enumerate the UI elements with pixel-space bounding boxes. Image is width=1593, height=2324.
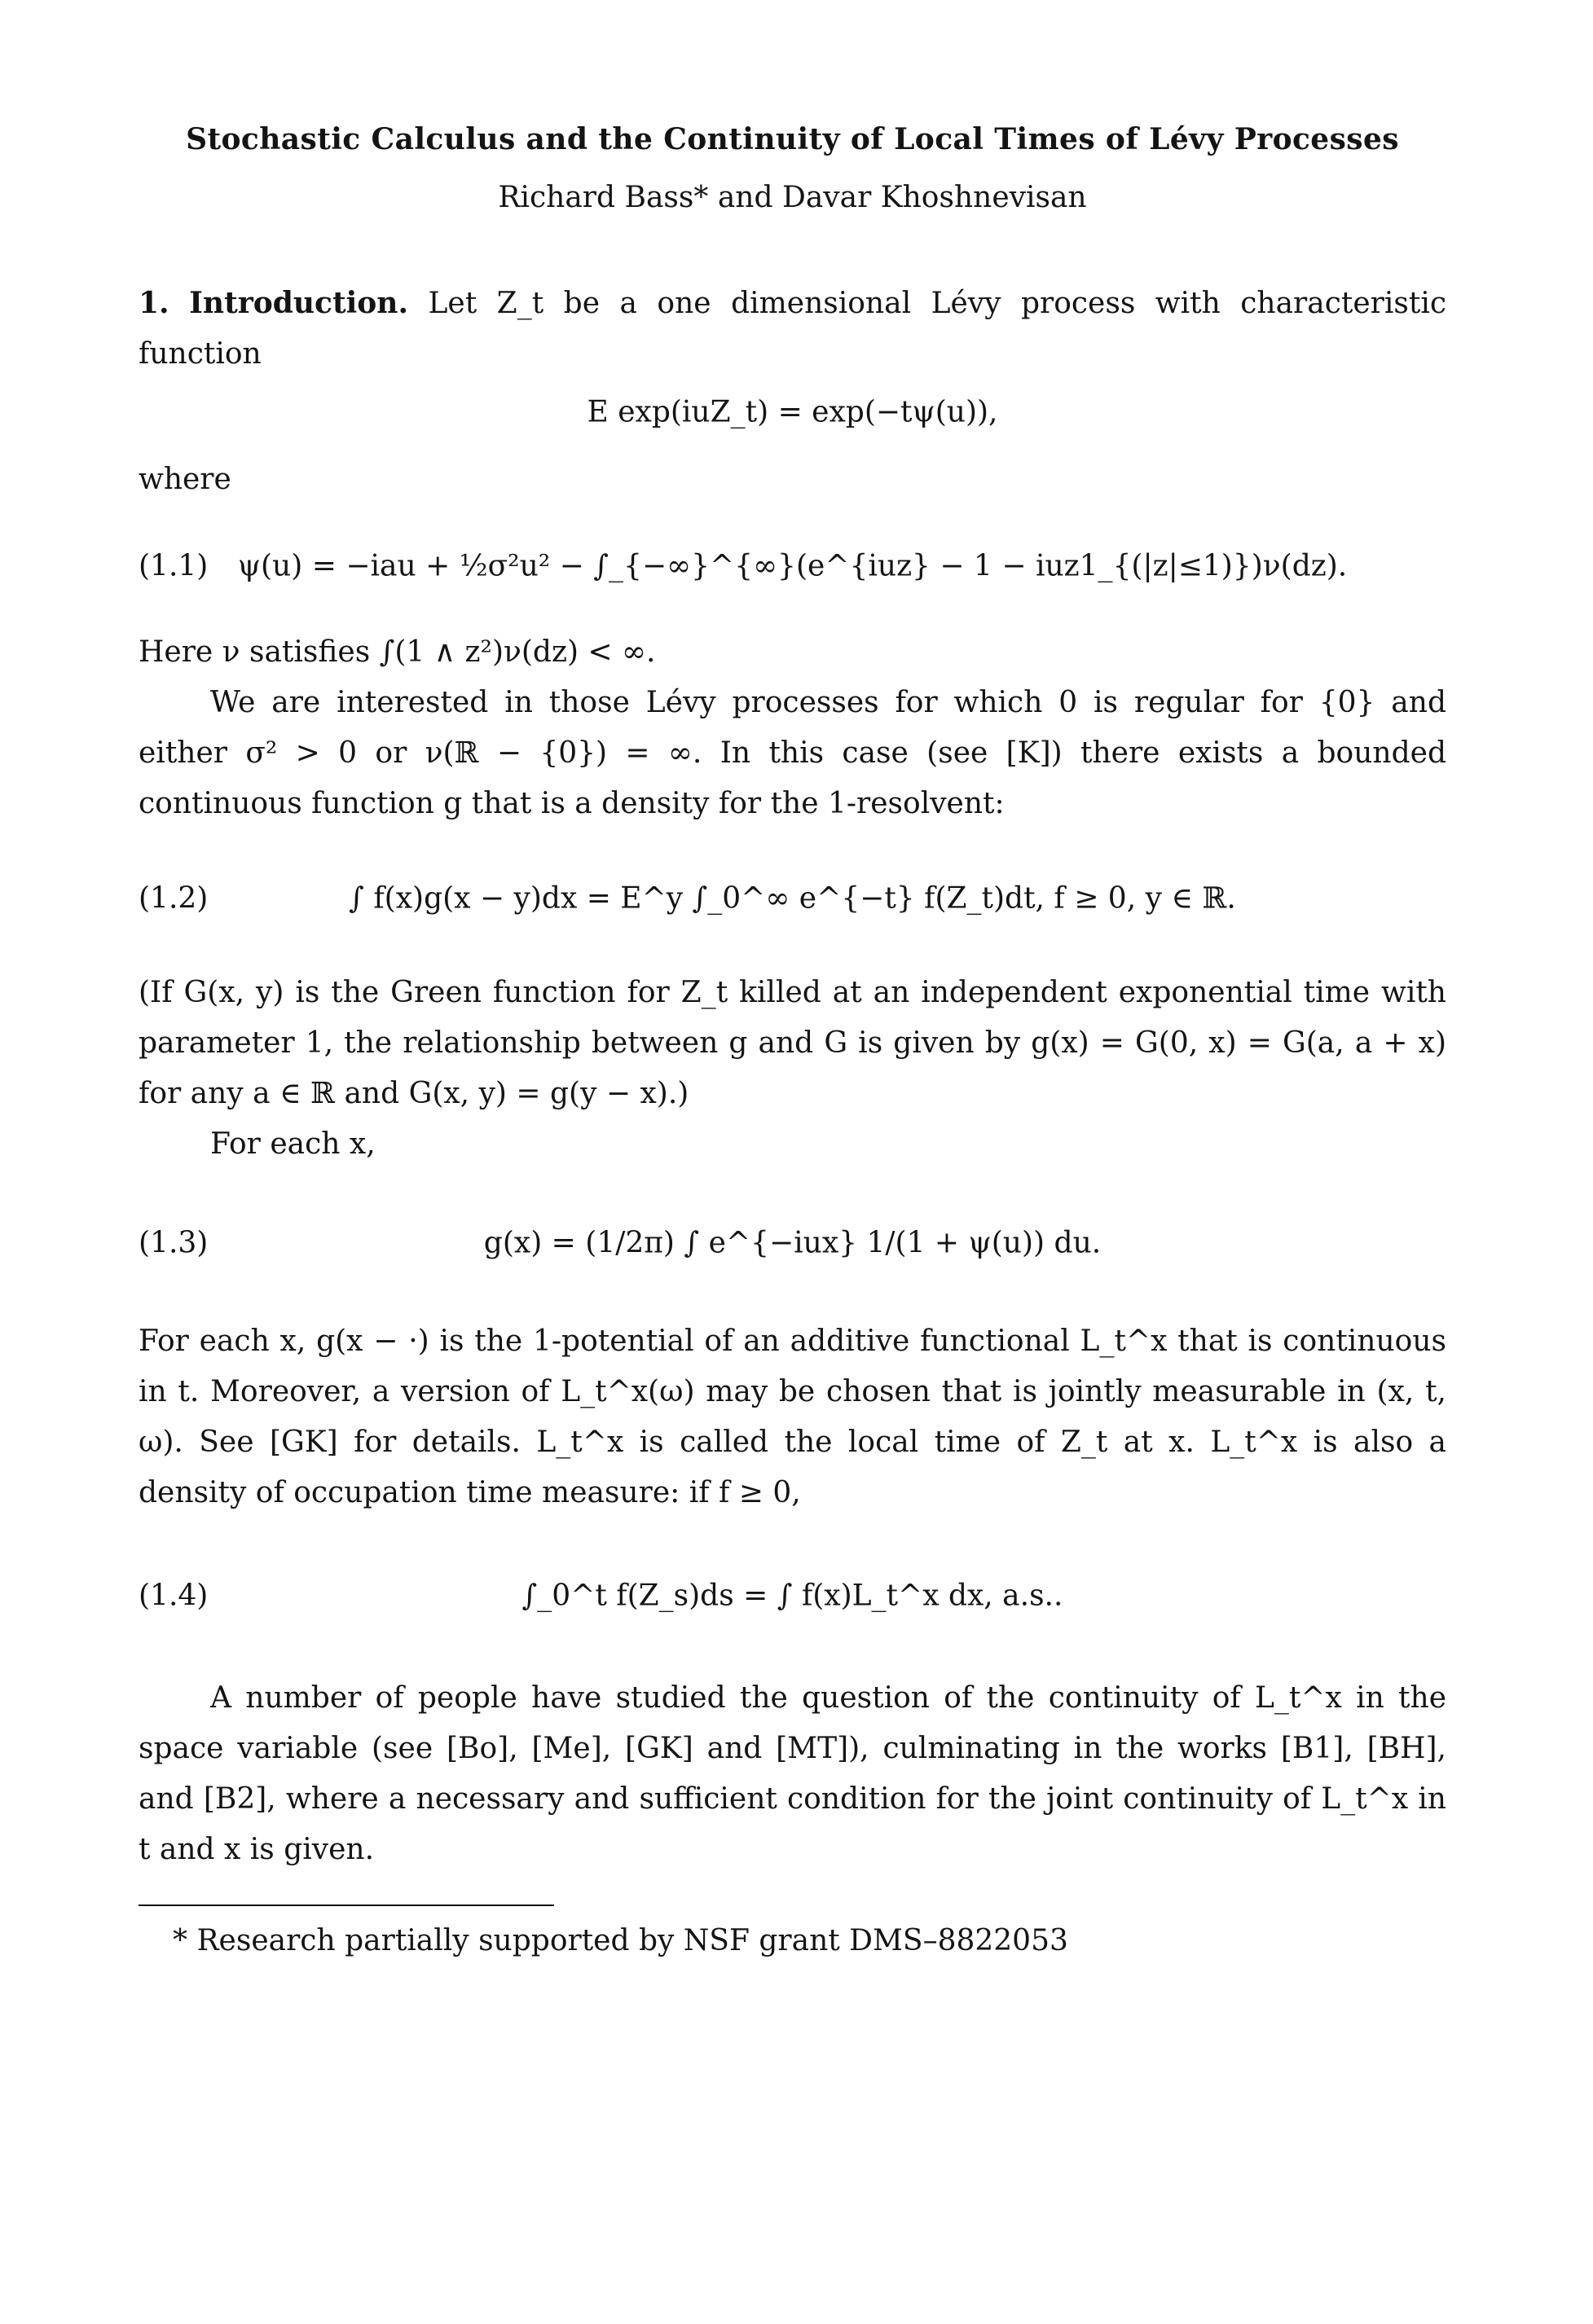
green-function-paragraph: (If G(x, y) is the Green function for Z_t killed at an independent exponential time with parameter 1, the relationship between g and G is given by g(x) = G(0, x) = G(a, a + x) for any a ∈ ℝ and G(x, y) = g(y − x).) [139, 976, 1446, 1110]
potential-paragraph: For each x, g(x − ·) is the 1-potential of an additive functional L_t^x that is continuous in t. Moreover, a version of L_t^x(ω) may be chosen that is jointly measurable in (x, t, ω). See [GK] for details. L_t^x is called the local time of Z_t at x. L_t^x is also a density of occupation time measure: if f ≥ 0, [139, 1325, 1446, 1509]
interested-paragraph: We are interested in those Lévy processes for which 0 is regular for {0} and either σ² > 0 or ν(ℝ − {0}) = ∞. In this case (see [K]) there exists a bounded continuous function g that is a density for the 1-resolvent: [139, 686, 1446, 820]
equation-1-1-label: (1.1) [139, 549, 209, 583]
for-each-text: For each x, [210, 1127, 376, 1161]
section-heading: Introduction. [189, 286, 409, 320]
where-text: where [139, 463, 231, 496]
intro-paragraph [139, 278, 1446, 380]
equation-1-4 [139, 1518, 1446, 1673]
section-number: 1. [139, 286, 169, 320]
intro-text: Let Z_t be a one dimensional Lévy process with characteristic function [139, 287, 1447, 371]
equation-1-4-body: ∫_0^t f(Z_s)ds = ∫ f(x)L_t^x dx, a.s.. [521, 1579, 1063, 1613]
continuity-paragraph: A number of people have studied the question of the continuity of L_t^x in the space variable (see [Bo], [Me], [GK] and [MT]), culminating in the works [B1], [BH], and [B2], where a necessary and sufficient condition for the joint continuity of L_t^x in t and x is given. [139, 1681, 1446, 1866]
equation-1-4-label: (1.4) [139, 1579, 209, 1613]
equation-1-2-label: (1.2) [139, 881, 209, 916]
paper-page [139, 122, 1446, 1957]
equation-1-3-body: g(x) = (1/2π) ∫ e^{−iux} 1/(1 + ψ(u)) du. [483, 1226, 1102, 1260]
footnote-rule [139, 1904, 554, 1906]
equation-1-2-body: ∫ f(x)g(x − y)dx = E^y ∫_0^∞ e^{−t} f(Z_t)dt, f ≥ 0, y ∈ ℝ. [349, 881, 1236, 916]
equation-characteristic-body: E exp(iuZ_t) = exp(−tψ(u)), [587, 395, 998, 429]
paper-title: Stochastic Calculus and the Continuity of Local Times of Lévy Processes [186, 122, 1399, 156]
footnote: * Research partially supported by NSF grant DMS–8822053 [173, 1924, 1068, 1957]
paper-authors: Richard Bass* and Davar Khoshnevisan [498, 181, 1087, 214]
here-nu-text: Here ν satisfies ∫(1 ∧ z²)ν(dz) < ∞. [139, 635, 656, 669]
equation-1-3 [139, 1170, 1446, 1316]
equation-1-1-body: ψ(u) = −iau + ½σ²u² − ∫_{−∞}^{∞}(e^{iuz} − 1 − iuz1_{(|z|≤1)})ν(dz). [237, 549, 1348, 583]
equation-characteristic [139, 380, 1446, 445]
equation-1-1 [139, 505, 1446, 627]
equation-1-3-label: (1.3) [139, 1226, 209, 1260]
equation-1-2 [139, 829, 1446, 968]
